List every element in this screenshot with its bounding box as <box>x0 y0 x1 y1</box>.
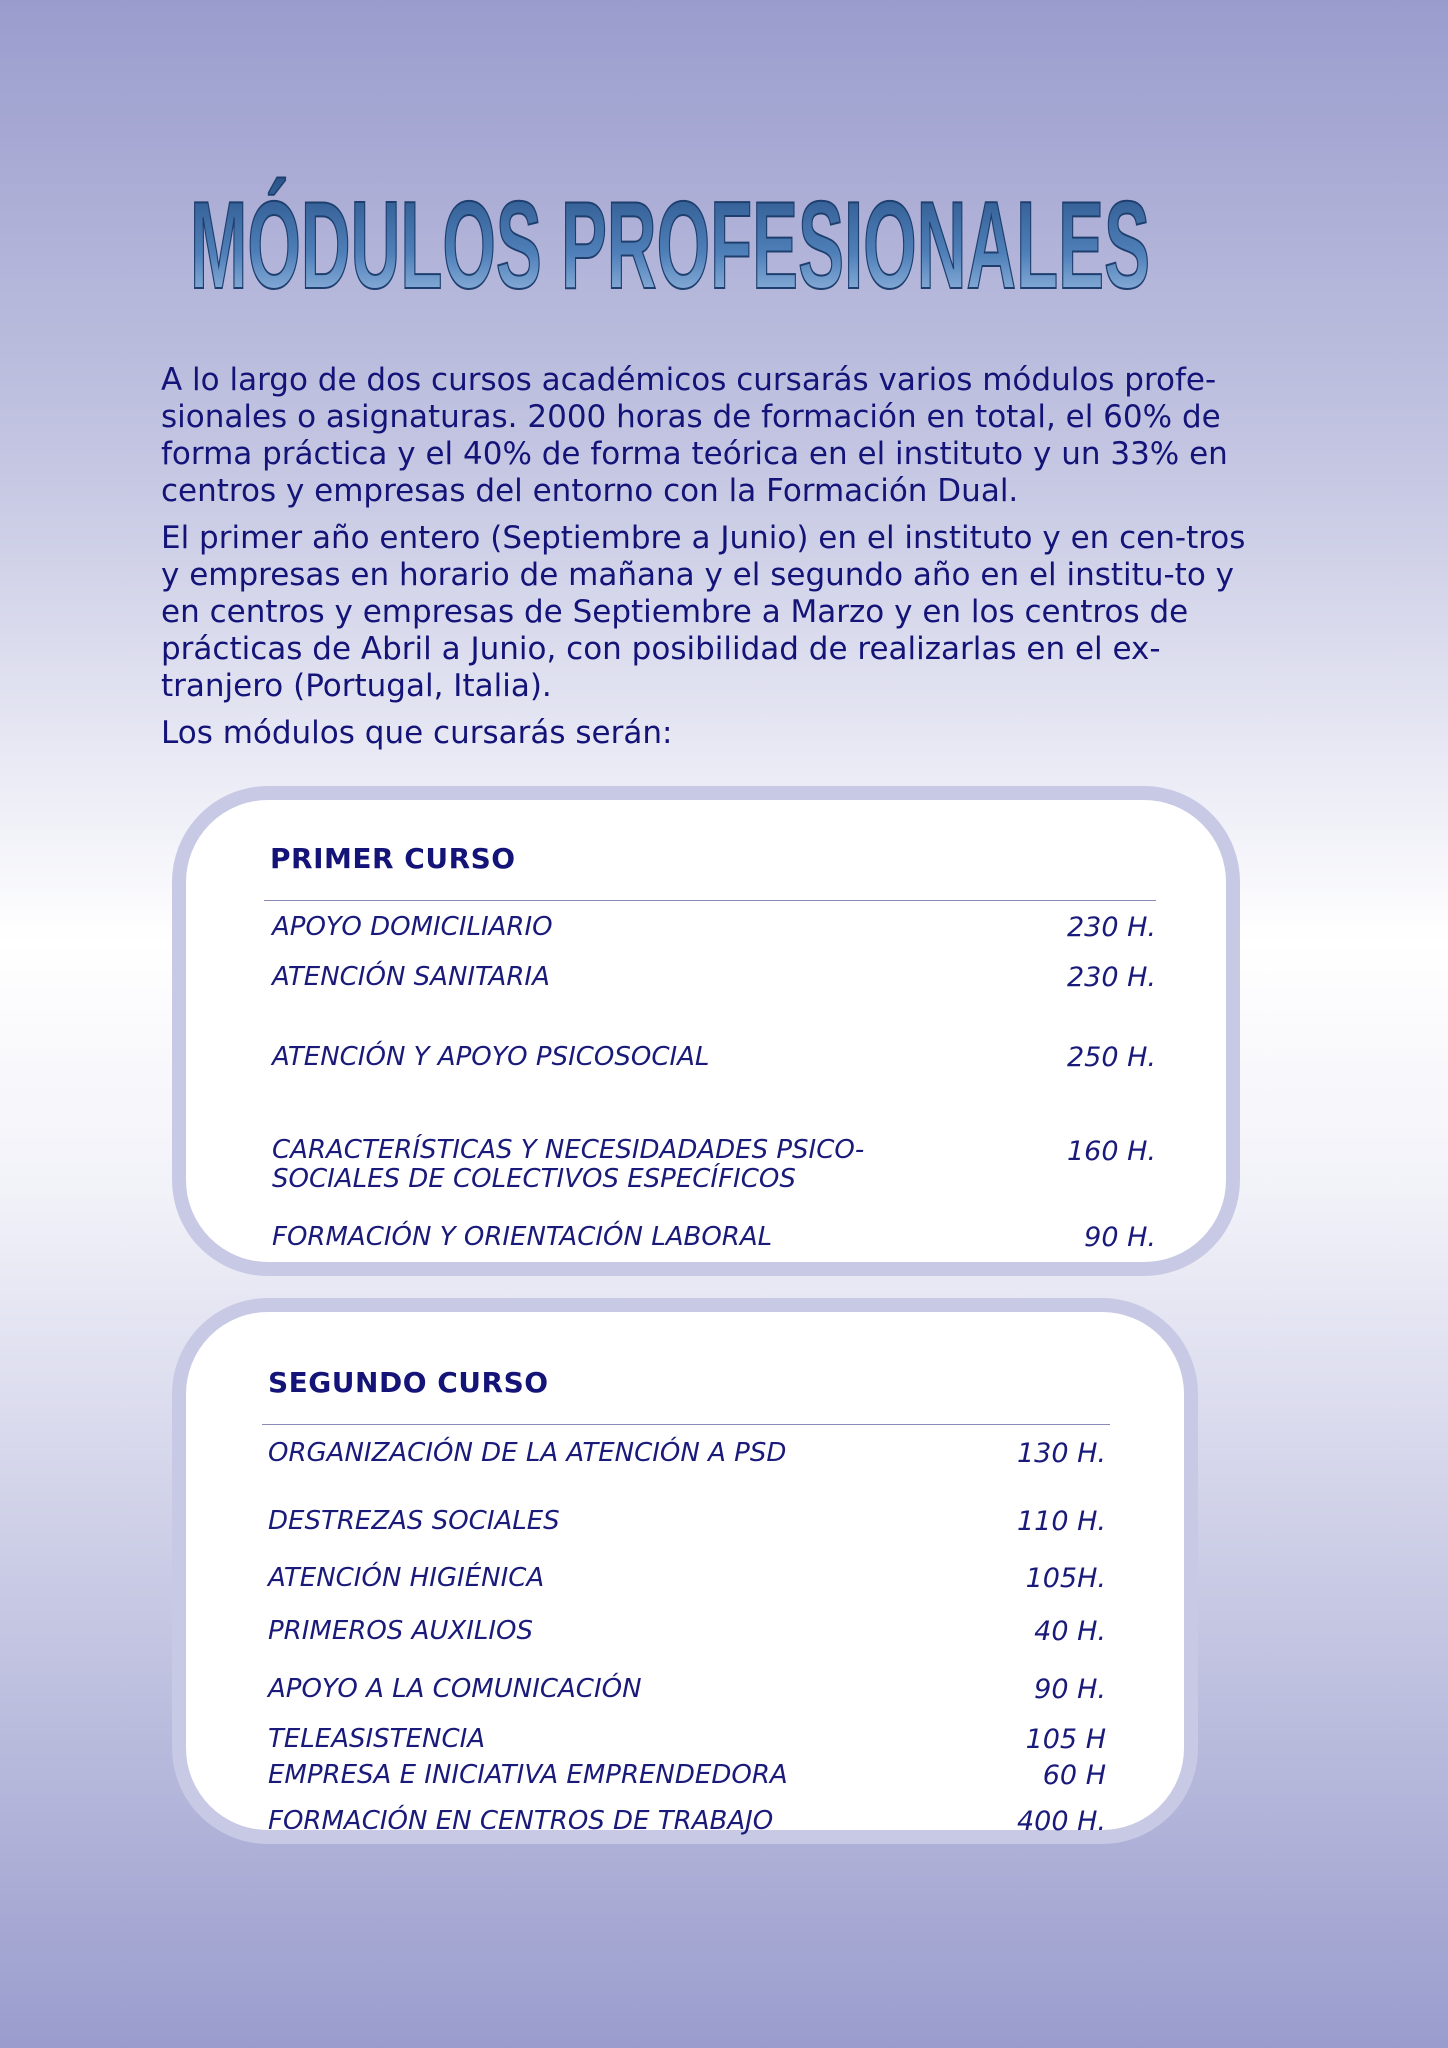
module-hours: 250 H. <box>1066 1042 1156 1073</box>
module-hours: 60 H <box>1042 1760 1106 1791</box>
module-name: APOYO A LA COMUNICACIÓN <box>268 1674 642 1704</box>
module-hours: 90 H. <box>1034 1674 1106 1705</box>
module-name: CARACTERÍSTICAS Y NECESIDADADES PSICO- SOCIALES DE COLECTIVOS ESPECÍFICOS <box>272 1135 865 1194</box>
module-hours: 105 H <box>1025 1724 1106 1755</box>
module-hours: 230 H. <box>1066 912 1156 943</box>
module-name: ORGANIZACIÓN DE LA ATENCIÓN A PSD <box>268 1438 787 1468</box>
title-wordart <box>180 170 1160 320</box>
module-hours: 160 H. <box>1066 1136 1156 1167</box>
intro-paragraph: A lo largo de dos cursos académicos cursarás varios módulos profe-sionales o asignaturas. 2000 horas de formación en total, el 60% de forma práctica y el 40% de forma teórica en el instituto y un 33% en centros y empresas del entorno con la Formación Dual. <box>161 362 1228 509</box>
module-hours: 400 H. <box>1016 1806 1106 1837</box>
segundo-curso-card <box>172 1298 1198 1844</box>
divider <box>262 1424 1110 1425</box>
module-hours: 90 H. <box>1084 1222 1156 1253</box>
intro-paragraph: Los módulos que cursarás serán: <box>161 715 673 751</box>
module-name: ATENCIÓN HIGIÉNICA <box>268 1563 545 1593</box>
module-name: DESTREZAS SOCIALES <box>268 1506 560 1536</box>
module-hours: 105H. <box>1025 1563 1106 1594</box>
module-name: TELEASISTENCIA <box>268 1724 486 1754</box>
module-name: FORMACIÓN Y ORIENTACIÓN LABORAL <box>272 1222 773 1252</box>
module-name: FORMACIÓN EN CENTROS DE TRABAJO <box>268 1806 774 1836</box>
segundo-curso-heading: SEGUNDO CURSO <box>268 1366 549 1399</box>
module-name: ATENCIÓN SANITARIA <box>272 962 550 992</box>
divider <box>264 900 1156 901</box>
intro-text <box>161 362 1251 762</box>
module-name: PRIMEROS AUXILIOS <box>268 1616 533 1646</box>
primer-curso-heading: PRIMER CURSO <box>270 842 516 875</box>
module-hours: 230 H. <box>1066 962 1156 993</box>
module-name: APOYO DOMICILIARIO <box>272 912 553 942</box>
module-hours: 40 H. <box>1034 1616 1106 1647</box>
module-hours: 130 H. <box>1016 1438 1106 1469</box>
primer-curso-card <box>172 786 1240 1276</box>
module-name: ATENCIÓN Y APOYO PSICOSOCIAL <box>272 1042 710 1072</box>
module-hours: 110 H. <box>1016 1506 1106 1537</box>
intro-paragraph: El primer año entero (Septiembre a Junio) en el instituto y en cen-tros y empresas en horario de mañana y el segundo año en el institu-to y en centros y empresas de Septiembre a Marzo y en los centros de prácticas de Abril a Junio, con posibilidad de realizarlas en el ex-tranjero (Portugal, Italia). <box>161 520 1246 704</box>
title-text: MÓDULOS PROFESIONALES <box>190 177 1150 315</box>
page-title <box>180 170 1160 320</box>
module-name: EMPRESA E INICIATIVA EMPRENDEDORA <box>268 1760 788 1790</box>
